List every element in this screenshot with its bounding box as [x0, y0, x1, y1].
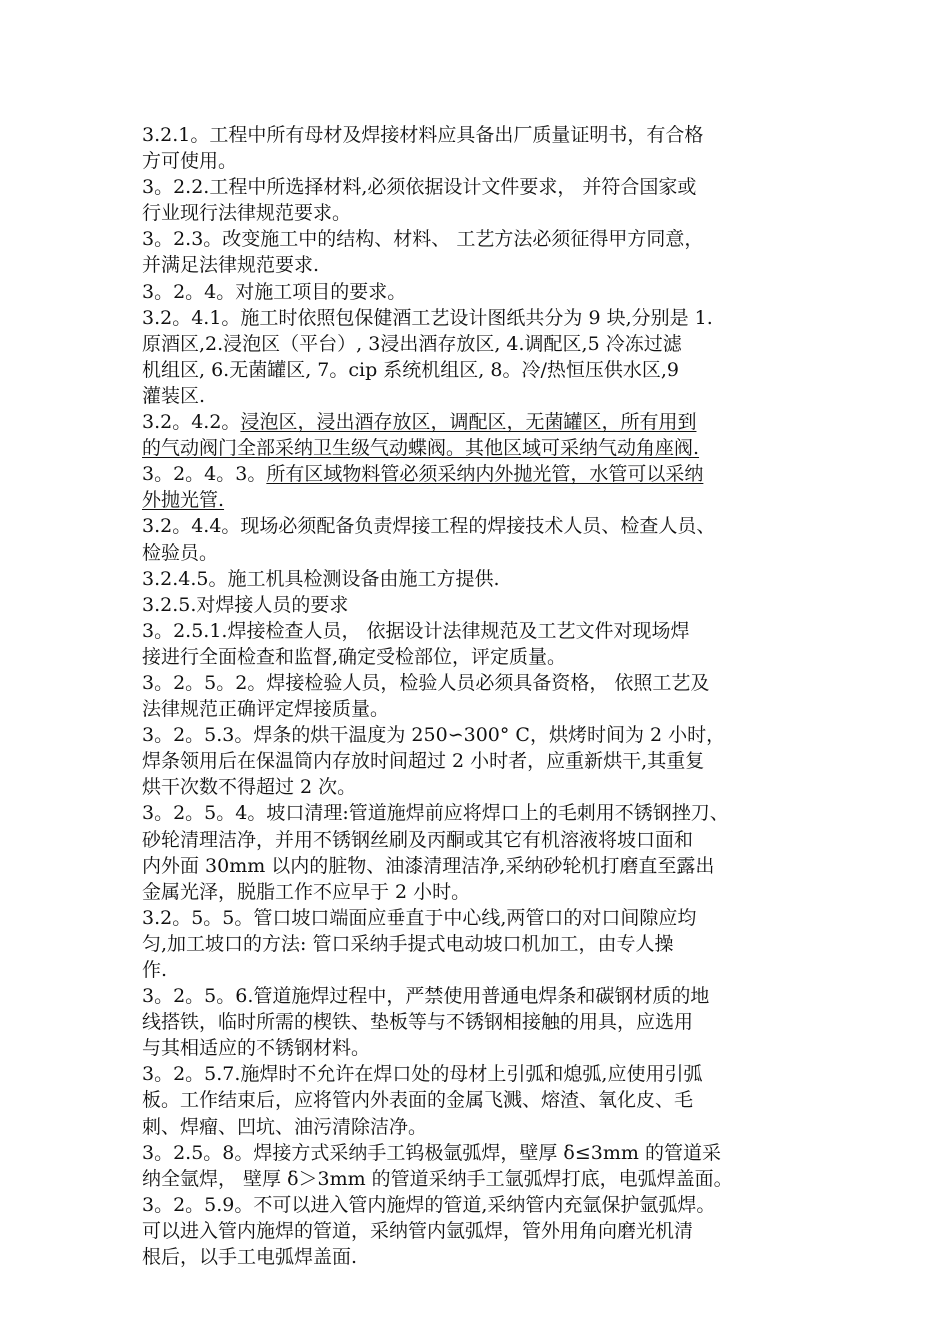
text-line: 纳全氩焊， 壁厚 δ＞3mm 的管道采纳手工氩弧焊打底，电弧焊盖面。	[142, 1167, 733, 1190]
text-line: 烘干次数不得超过 2 次。	[142, 776, 357, 799]
text-line: 匀,加工坡口的方法: 管口采纳手提式电动坡口机加工，由专人操	[142, 932, 674, 955]
text-line: 焊条领用后在保温筒内存放时间超过 2 小时者，应重新烘干,其重复	[142, 750, 705, 773]
document-body	[142, 122, 814, 1270]
text-line: 行业现行法律规范要求。	[142, 202, 352, 225]
text-line-underlined	[142, 461, 814, 487]
text-line-underlined: 外抛光管.	[142, 489, 225, 512]
text-line: 机组区, 6.无菌罐区, 7。cip 系统机组区, 8。冷/热恒压供水区,9	[142, 358, 679, 381]
text-line: 3.2。4.1。施工时依照包保健酒工艺设计图纸共分为 9 块,分别是 1.	[142, 306, 713, 329]
text-line-underlined	[142, 409, 814, 435]
text-line: 3。2。5。6.管道施焊过程中，严禁使用普通电焊条和碳钢材质的地	[142, 985, 710, 1008]
text-line: 金属光泽，脱脂工作不应早于 2 小时。	[142, 880, 471, 903]
text-line: 3。2。5.3。焊条的烘干温度为 250∽300° C，烘烤时间为 2 小时，	[142, 724, 726, 747]
text-line: 法律规范正确评定焊接质量。	[142, 698, 390, 721]
text-line: 根后，以手工电弧焊盖面.	[142, 1246, 358, 1269]
text-line: 作.	[142, 959, 168, 981]
text-line: 3.2.5.对焊接人员的要求	[142, 593, 349, 616]
text-line: 3。2。5.9。不可以进入管内施焊的管道,采纳管内充氩保护氩弧焊。	[142, 1193, 716, 1216]
text-line: 3。2。5。4。坡口清理:管道施焊前应将焊口上的毛刺用不锈钢挫刀、	[142, 802, 729, 825]
text-line: 检验员。	[142, 541, 219, 564]
text-line: 线搭铁，临时所需的楔铁、垫板等与不锈钢相接触的用具，应选用	[142, 1011, 694, 1034]
text-line: 3。2.5.1.焊接检查人员， 依据设计法律规范及工艺文件对现场焊	[142, 619, 690, 642]
text-line: 内外面 30mm 以内的脏物、油漆清理洁净,采纳砂轮机打磨直至露出	[142, 854, 715, 877]
line-prefix: 3。2。4。3。	[142, 463, 267, 486]
underlined-text: 所有区域物料管必须采纳内外抛光管，水管可以采纳	[266, 463, 704, 486]
text-line: 接进行全面检查和监督,确定受检部位，评定质量。	[142, 645, 567, 668]
text-line: 3。2。5。2。焊接检验人员，检验人员必须具备资格， 依照工艺及	[142, 671, 710, 694]
text-line: 可以进入管内施焊的管道，采纳管内氩弧焊，管外用角向磨光机清	[142, 1219, 694, 1242]
text-line: 3。2。4。对施工项目的要求。	[142, 280, 407, 303]
text-line: 3。2.2.工程中所选择材料,必须依据设计文件要求， 并符合国家或	[142, 176, 697, 199]
text-line: 3.2.4.5。施工机具检测设备由施工方提供.	[142, 567, 500, 590]
text-line: 3。2.3。改变施工中的结构、材料、 工艺方法必须征得甲方同意，	[142, 228, 704, 251]
text-line: 砂轮清理洁净，并用不锈钢丝刷及丙酮或其它有机溶液将坡口面和	[142, 828, 694, 851]
text-line: 并满足法律规范要求.	[142, 254, 320, 277]
text-line: 刺、焊瘤、凹坑、油污清除洁净。	[142, 1115, 428, 1138]
line-prefix: 3.2。4.2。	[142, 411, 241, 434]
text-line: 3。2。5.7.施焊时不允许在焊口处的母材上引弧和熄弧,应使用引弧	[142, 1063, 703, 1086]
text-line: 板。工作结束后，应将管内外表面的金属飞溅、熔渣、氧化皮、毛	[142, 1089, 694, 1112]
text-line: 3.2。4.4。现场必须配备负责焊接工程的焊接技术人员、检查人员、	[142, 515, 716, 538]
text-line: 与其相适应的不锈钢材料。	[142, 1037, 371, 1060]
text-line: 3.2。5。5。管口坡口端面应垂直于中心线,两管口的对口间隙应均	[142, 906, 697, 929]
text-line: 方可使用。	[142, 150, 238, 173]
text-line-underlined: 的气动阀门全部采纳卫生级气动蝶阀。其他区域可采纳气动角座阀.	[142, 437, 700, 460]
text-line: 3。2.5。8。焊接方式采纳手工钨极氩弧焊，壁厚 δ≤3mm 的管道采	[142, 1141, 721, 1164]
text-line: 灌装区.	[142, 384, 206, 407]
text-line: 原酒区,2.浸泡区（平台）, 3浸出酒存放区, 4.调配区,5 冷冻过滤	[142, 332, 682, 355]
underlined-text: 浸泡区，浸出酒存放区，调配区，无菌罐区，所有用到	[240, 411, 697, 434]
text-line: 3.2.1。工程中所有母材及焊接材料应具备出厂质量证明书，有合格	[142, 124, 704, 146]
